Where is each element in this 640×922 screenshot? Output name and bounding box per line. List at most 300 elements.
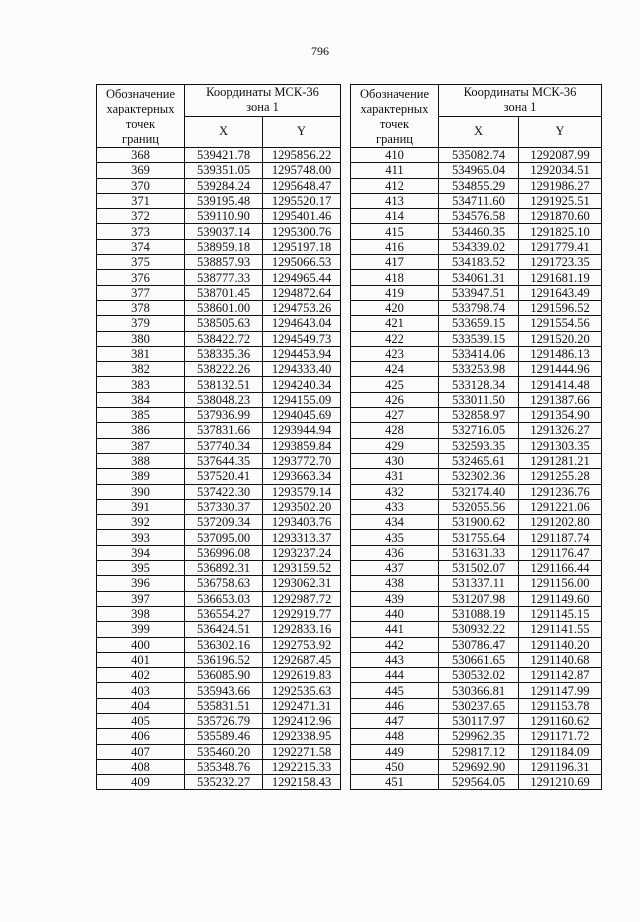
point-number-cell: 378 (97, 300, 185, 315)
y-coordinate-cell: 1291156.00 (519, 576, 602, 591)
x-coordinate-cell: 538132.51 (185, 377, 263, 392)
point-number-cell: 429 (351, 438, 439, 453)
point-number-cell: 404 (97, 698, 185, 713)
x-coordinate-cell: 534711.60 (439, 193, 519, 208)
x-column-header: X (185, 116, 263, 148)
y-coordinate-cell: 1293579.14 (263, 484, 341, 499)
y-coordinate-cell: 1291255.28 (519, 469, 602, 484)
point-number-cell: 384 (97, 392, 185, 407)
y-coordinate-cell: 1291870.60 (519, 209, 602, 224)
point-number-cell: 439 (351, 591, 439, 606)
y-coordinate-cell: 1292338.95 (263, 729, 341, 744)
x-coordinate-cell: 534183.52 (439, 255, 519, 270)
point-number-cell: 396 (97, 576, 185, 591)
point-number-cell: 451 (351, 775, 439, 790)
x-coordinate-cell: 534339.02 (439, 239, 519, 254)
x-coordinate-cell: 538959.18 (185, 239, 263, 254)
point-designation-header: Обозначение характерных точек границ (351, 85, 439, 148)
table-row (97, 561, 341, 576)
x-coordinate-cell: 536554.27 (185, 606, 263, 621)
y-coordinate-cell: 1291147.99 (519, 683, 602, 698)
point-number-cell: 430 (351, 453, 439, 468)
table-row (351, 744, 602, 759)
coordinates-table-right (350, 84, 602, 790)
table-row (97, 576, 341, 591)
point-number-cell: 401 (97, 652, 185, 667)
x-coordinate-cell: 538777.33 (185, 270, 263, 285)
point-number-cell: 424 (351, 362, 439, 377)
x-coordinate-cell: 536653.03 (185, 591, 263, 606)
table-row (351, 408, 602, 423)
x-coordinate-cell: 530661.65 (439, 652, 519, 667)
table-row (97, 453, 341, 468)
coordinates-table-left (96, 84, 341, 790)
point-number-cell: 381 (97, 346, 185, 361)
y-coordinate-cell: 1294965.44 (263, 270, 341, 285)
x-coordinate-cell: 537831.66 (185, 423, 263, 438)
point-number-cell: 432 (351, 484, 439, 499)
table-row (97, 423, 341, 438)
x-coordinate-cell: 533414.06 (439, 346, 519, 361)
x-coordinate-cell: 537936.99 (185, 408, 263, 423)
table-row (97, 331, 341, 346)
y-coordinate-cell: 1295748.00 (263, 163, 341, 178)
y-coordinate-cell: 1294643.04 (263, 316, 341, 331)
point-number-cell: 436 (351, 545, 439, 560)
x-coordinate-cell: 538335.36 (185, 346, 263, 361)
y-coordinate-cell: 1292619.83 (263, 668, 341, 683)
table-row (97, 178, 341, 193)
y-coordinate-cell: 1293663.34 (263, 469, 341, 484)
point-number-cell: 386 (97, 423, 185, 438)
y-coordinate-cell: 1291326.27 (519, 423, 602, 438)
table-row (97, 438, 341, 453)
table-row (351, 515, 602, 530)
x-coordinate-cell: 534061.31 (439, 270, 519, 285)
point-number-cell: 433 (351, 499, 439, 514)
y-coordinate-cell: 1291184.09 (519, 744, 602, 759)
y-column-header: Y (263, 116, 341, 148)
page-number: 796 (311, 44, 329, 58)
y-coordinate-cell: 1291444.96 (519, 362, 602, 377)
y-coordinate-cell: 1291779.41 (519, 239, 602, 254)
x-coordinate-cell: 537209.34 (185, 515, 263, 530)
y-coordinate-cell: 1293403.76 (263, 515, 341, 530)
y-coordinate-cell: 1291187.74 (519, 530, 602, 545)
table-row (97, 744, 341, 759)
x-coordinate-cell: 539195.48 (185, 193, 263, 208)
table-row (351, 331, 602, 346)
y-coordinate-cell: 1291221.06 (519, 499, 602, 514)
point-number-cell: 376 (97, 270, 185, 285)
point-number-cell: 405 (97, 713, 185, 728)
table-row (97, 255, 341, 270)
table-row (97, 698, 341, 713)
x-coordinate-cell: 533798.74 (439, 300, 519, 315)
table-row (351, 729, 602, 744)
x-coordinate-cell: 529817.12 (439, 744, 519, 759)
y-coordinate-cell: 1295401.46 (263, 209, 341, 224)
table-row (97, 163, 341, 178)
point-number-cell: 391 (97, 499, 185, 514)
table-row (351, 270, 602, 285)
point-number-cell: 375 (97, 255, 185, 270)
x-coordinate-cell: 530237.65 (439, 698, 519, 713)
point-number-cell: 382 (97, 362, 185, 377)
x-coordinate-cell: 535726.79 (185, 713, 263, 728)
y-coordinate-cell: 1294240.34 (263, 377, 341, 392)
x-coordinate-cell: 534460.35 (439, 224, 519, 239)
table-row (97, 515, 341, 530)
table-row (97, 239, 341, 254)
table-row (351, 775, 602, 790)
table-row (351, 668, 602, 683)
point-number-cell: 408 (97, 759, 185, 774)
table-row (97, 484, 341, 499)
x-coordinate-cell: 538422.72 (185, 331, 263, 346)
y-coordinate-cell: 1292687.45 (263, 652, 341, 667)
x-coordinate-cell: 529962.35 (439, 729, 519, 744)
point-number-cell: 412 (351, 178, 439, 193)
x-coordinate-cell: 539284.24 (185, 178, 263, 193)
point-number-cell: 392 (97, 515, 185, 530)
point-number-cell: 395 (97, 561, 185, 576)
y-coordinate-cell: 1291520.20 (519, 331, 602, 346)
x-coordinate-cell: 532174.40 (439, 484, 519, 499)
x-coordinate-cell: 538701.45 (185, 285, 263, 300)
point-number-cell: 440 (351, 606, 439, 621)
table-row (97, 499, 341, 514)
y-coordinate-cell: 1291596.52 (519, 300, 602, 315)
x-coordinate-cell: 533659.15 (439, 316, 519, 331)
table-row (97, 224, 341, 239)
x-coordinate-cell: 535460.20 (185, 744, 263, 759)
x-coordinate-cell: 532302.36 (439, 469, 519, 484)
table-row (351, 392, 602, 407)
table-row (351, 637, 602, 652)
point-number-cell: 380 (97, 331, 185, 346)
y-coordinate-cell: 1291414.48 (519, 377, 602, 392)
table-row (351, 255, 602, 270)
table-row (351, 163, 602, 178)
y-coordinate-cell: 1292158.43 (263, 775, 341, 790)
x-coordinate-cell: 539110.90 (185, 209, 263, 224)
point-number-cell: 370 (97, 178, 185, 193)
y-coordinate-cell: 1291142.87 (519, 668, 602, 683)
point-designation-header: Обозначение характерных точек границ (97, 85, 185, 148)
x-coordinate-cell: 532465.61 (439, 453, 519, 468)
x-coordinate-cell: 537422.30 (185, 484, 263, 499)
x-coordinate-cell: 530366.81 (439, 683, 519, 698)
x-coordinate-cell: 532716.05 (439, 423, 519, 438)
x-coordinate-cell: 529564.05 (439, 775, 519, 790)
y-coordinate-cell: 1291281.21 (519, 453, 602, 468)
table-row (351, 285, 602, 300)
x-coordinate-cell: 531207.98 (439, 591, 519, 606)
y-coordinate-cell: 1292215.33 (263, 759, 341, 774)
x-coordinate-cell: 530786.47 (439, 637, 519, 652)
point-number-cell: 383 (97, 377, 185, 392)
point-number-cell: 410 (351, 148, 439, 163)
table-row (351, 300, 602, 315)
x-coordinate-cell: 536085.90 (185, 668, 263, 683)
x-coordinate-cell: 535943.66 (185, 683, 263, 698)
point-number-cell: 444 (351, 668, 439, 683)
x-coordinate-cell: 530932.22 (439, 622, 519, 637)
x-coordinate-cell: 534855.29 (439, 178, 519, 193)
table-row (351, 499, 602, 514)
y-coordinate-cell: 1291141.55 (519, 622, 602, 637)
x-coordinate-cell: 530117.97 (439, 713, 519, 728)
y-coordinate-cell: 1291825.10 (519, 224, 602, 239)
y-coordinate-cell: 1291554.56 (519, 316, 602, 331)
point-number-cell: 425 (351, 377, 439, 392)
x-coordinate-cell: 538857.93 (185, 255, 263, 270)
table-row (351, 591, 602, 606)
x-coordinate-cell: 539421.78 (185, 148, 263, 163)
point-number-cell: 449 (351, 744, 439, 759)
table-row (97, 759, 341, 774)
table-row (351, 362, 602, 377)
table-row (97, 193, 341, 208)
y-coordinate-cell: 1293772.70 (263, 453, 341, 468)
table-row (97, 362, 341, 377)
y-coordinate-cell: 1293859.84 (263, 438, 341, 453)
table-row (351, 576, 602, 591)
x-coordinate-cell: 532858.97 (439, 408, 519, 423)
table-row (351, 316, 602, 331)
point-number-cell: 423 (351, 346, 439, 361)
y-coordinate-cell: 1294155.09 (263, 392, 341, 407)
point-number-cell: 437 (351, 561, 439, 576)
y-coordinate-cell: 1291202.80 (519, 515, 602, 530)
y-coordinate-cell: 1291986.27 (519, 178, 602, 193)
point-number-cell: 387 (97, 438, 185, 453)
y-coordinate-cell: 1293159.52 (263, 561, 341, 576)
x-coordinate-cell: 533947.51 (439, 285, 519, 300)
x-column-header: X (439, 116, 519, 148)
point-number-cell: 413 (351, 193, 439, 208)
x-coordinate-cell: 535831.51 (185, 698, 263, 713)
x-coordinate-cell: 534576.58 (439, 209, 519, 224)
x-coordinate-cell: 535082.74 (439, 148, 519, 163)
table-row (97, 469, 341, 484)
y-coordinate-cell: 1291643.49 (519, 285, 602, 300)
y-coordinate-cell: 1291210.69 (519, 775, 602, 790)
point-number-cell: 438 (351, 576, 439, 591)
x-coordinate-cell: 533539.15 (439, 331, 519, 346)
x-coordinate-cell: 536196.52 (185, 652, 263, 667)
x-coordinate-cell: 535589.46 (185, 729, 263, 744)
point-number-cell: 379 (97, 316, 185, 331)
x-coordinate-cell: 537095.00 (185, 530, 263, 545)
y-coordinate-cell: 1291145.15 (519, 606, 602, 621)
point-number-cell: 374 (97, 239, 185, 254)
x-coordinate-cell: 536892.31 (185, 561, 263, 576)
x-coordinate-cell: 531900.62 (439, 515, 519, 530)
x-coordinate-cell: 537330.37 (185, 499, 263, 514)
y-coordinate-cell: 1291925.51 (519, 193, 602, 208)
x-coordinate-cell: 537740.34 (185, 438, 263, 453)
y-coordinate-cell: 1295197.18 (263, 239, 341, 254)
point-number-cell: 417 (351, 255, 439, 270)
x-coordinate-cell: 530532.02 (439, 668, 519, 683)
table-row (97, 148, 341, 163)
point-number-cell: 369 (97, 163, 185, 178)
y-coordinate-cell: 1292987.72 (263, 591, 341, 606)
table-row (351, 346, 602, 361)
table-row (97, 683, 341, 698)
table-row (351, 484, 602, 499)
point-number-cell: 371 (97, 193, 185, 208)
table-row (351, 209, 602, 224)
x-coordinate-cell: 537520.41 (185, 469, 263, 484)
table-row (97, 392, 341, 407)
y-coordinate-cell: 1291681.19 (519, 270, 602, 285)
point-number-cell: 419 (351, 285, 439, 300)
table-row (351, 423, 602, 438)
y-coordinate-cell: 1291171.72 (519, 729, 602, 744)
table-row (351, 193, 602, 208)
point-number-cell: 443 (351, 652, 439, 667)
x-coordinate-cell: 537644.35 (185, 453, 263, 468)
point-number-cell: 390 (97, 484, 185, 499)
point-number-cell: 377 (97, 285, 185, 300)
y-coordinate-cell: 1291723.35 (519, 255, 602, 270)
y-coordinate-cell: 1294549.73 (263, 331, 341, 346)
x-coordinate-cell: 536424.51 (185, 622, 263, 637)
table-row (97, 300, 341, 315)
point-number-cell: 441 (351, 622, 439, 637)
y-coordinate-cell: 1293062.31 (263, 576, 341, 591)
x-coordinate-cell: 532593.35 (439, 438, 519, 453)
y-coordinate-cell: 1294045.69 (263, 408, 341, 423)
y-coordinate-cell: 1291354.90 (519, 408, 602, 423)
point-number-cell: 416 (351, 239, 439, 254)
point-number-cell: 411 (351, 163, 439, 178)
y-coordinate-cell: 1291236.76 (519, 484, 602, 499)
x-coordinate-cell: 531337.11 (439, 576, 519, 591)
point-number-cell: 418 (351, 270, 439, 285)
point-number-cell: 448 (351, 729, 439, 744)
y-coordinate-cell: 1291149.60 (519, 591, 602, 606)
point-number-cell: 368 (97, 148, 185, 163)
y-coordinate-cell: 1291303.35 (519, 438, 602, 453)
x-coordinate-cell: 538505.63 (185, 316, 263, 331)
table-row (97, 270, 341, 285)
y-coordinate-cell: 1291153.78 (519, 698, 602, 713)
point-number-cell: 434 (351, 515, 439, 530)
table-body-left (97, 148, 341, 790)
table-row (351, 239, 602, 254)
y-coordinate-cell: 1295300.76 (263, 224, 341, 239)
x-coordinate-cell: 531502.07 (439, 561, 519, 576)
point-number-cell: 403 (97, 683, 185, 698)
point-number-cell: 435 (351, 530, 439, 545)
table-row (97, 530, 341, 545)
point-number-cell: 388 (97, 453, 185, 468)
x-coordinate-cell: 538601.00 (185, 300, 263, 315)
table-row (97, 377, 341, 392)
table-row (351, 530, 602, 545)
y-coordinate-cell: 1291486.13 (519, 346, 602, 361)
y-coordinate-cell: 1292087.99 (519, 148, 602, 163)
x-coordinate-cell: 538048.23 (185, 392, 263, 407)
point-number-cell: 415 (351, 224, 439, 239)
point-number-cell: 422 (351, 331, 439, 346)
y-coordinate-cell: 1292471.31 (263, 698, 341, 713)
point-number-cell: 398 (97, 606, 185, 621)
point-number-cell: 373 (97, 224, 185, 239)
table-row (97, 713, 341, 728)
y-coordinate-cell: 1292833.16 (263, 622, 341, 637)
y-coordinate-cell: 1293944.94 (263, 423, 341, 438)
x-coordinate-cell: 533253.98 (439, 362, 519, 377)
point-number-cell: 394 (97, 545, 185, 560)
table-row (351, 453, 602, 468)
point-number-cell: 407 (97, 744, 185, 759)
point-number-cell: 427 (351, 408, 439, 423)
table-row (351, 148, 602, 163)
x-coordinate-cell: 536996.08 (185, 545, 263, 560)
y-coordinate-cell: 1292271.58 (263, 744, 341, 759)
x-coordinate-cell: 535232.27 (185, 775, 263, 790)
table-row (351, 622, 602, 637)
y-coordinate-cell: 1295520.17 (263, 193, 341, 208)
y-coordinate-cell: 1291387.66 (519, 392, 602, 407)
table-row (351, 606, 602, 621)
y-coordinate-cell: 1292535.63 (263, 683, 341, 698)
point-number-cell: 428 (351, 423, 439, 438)
x-coordinate-cell: 538222.26 (185, 362, 263, 377)
table-row (351, 224, 602, 239)
y-coordinate-cell: 1292753.92 (263, 637, 341, 652)
y-coordinate-cell: 1292034.51 (519, 163, 602, 178)
x-coordinate-cell: 534965.04 (439, 163, 519, 178)
table-row (351, 377, 602, 392)
y-coordinate-cell: 1292919.77 (263, 606, 341, 621)
y-coordinate-cell: 1292412.96 (263, 713, 341, 728)
point-number-cell: 372 (97, 209, 185, 224)
x-coordinate-cell: 539351.05 (185, 163, 263, 178)
y-coordinate-cell: 1291176.47 (519, 545, 602, 560)
coordinate-system-header: Координаты МСК-36 зона 1 (185, 85, 341, 117)
table-row (97, 316, 341, 331)
y-coordinate-cell: 1291196.31 (519, 759, 602, 774)
x-coordinate-cell: 529692.90 (439, 759, 519, 774)
point-number-cell: 420 (351, 300, 439, 315)
point-number-cell: 402 (97, 668, 185, 683)
table-row (351, 759, 602, 774)
x-coordinate-cell: 533128.34 (439, 377, 519, 392)
table-row (97, 729, 341, 744)
point-number-cell: 442 (351, 637, 439, 652)
point-number-cell: 426 (351, 392, 439, 407)
table-row (97, 637, 341, 652)
table-body-right (351, 148, 602, 790)
table-row (351, 652, 602, 667)
y-coordinate-cell: 1295648.47 (263, 178, 341, 193)
table-row (351, 178, 602, 193)
y-coordinate-cell: 1295856.22 (263, 148, 341, 163)
point-number-cell: 389 (97, 469, 185, 484)
table-row (97, 652, 341, 667)
point-number-cell: 447 (351, 713, 439, 728)
table-row (97, 606, 341, 621)
y-coordinate-cell: 1291140.68 (519, 652, 602, 667)
y-coordinate-cell: 1291166.44 (519, 561, 602, 576)
x-coordinate-cell: 536758.63 (185, 576, 263, 591)
